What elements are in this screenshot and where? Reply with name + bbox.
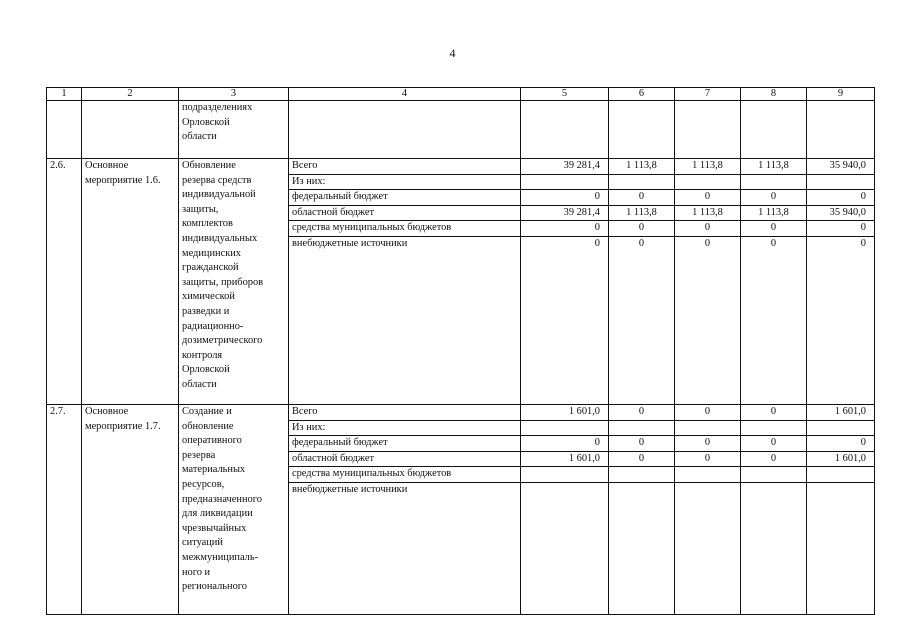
event-description [179,159,289,405]
description-line: ного и [182,566,211,578]
continuation-description [179,101,289,159]
event-line: мероприятие 1.6. [85,174,161,186]
description-line: химической [182,291,235,303]
amount-cell: 0 [609,404,675,420]
description-line: резерва средств [182,174,252,186]
column-header-5: 5 [521,88,609,101]
amount-cell [741,467,807,483]
description-line: подразделениях [182,102,253,113]
amount-cell [675,482,741,614]
amount-cell: 1 113,8 [675,159,741,175]
event-line: Основное [85,160,129,171]
event-line: мероприятие 1.7. [85,420,161,432]
amount-cell: 39 281,4 [521,159,609,175]
funding-source: федеральный бюджет [289,190,521,206]
description-line: ситуаций [182,537,223,549]
empty-cell [675,101,741,159]
amount-cell: 39 281,4 [521,205,609,221]
amount-cell: 0 [741,236,807,404]
event-line: Основное [85,405,129,417]
description-line: Обновление [182,160,236,171]
empty-cell [82,101,179,159]
row-number: 2.6. [47,159,82,405]
description-line: ресурсов, [182,478,225,490]
column-header-1: 1 [47,88,82,101]
amount-cell [807,482,875,614]
description-line: резерва [182,449,216,461]
description-line: области [182,378,217,390]
column-header-6: 6 [609,88,675,101]
amount-cell: 0 [807,190,875,206]
amount-cell [807,420,875,436]
funding-source: внебюджетные источники [289,236,521,404]
row-number: 2.7. [47,404,82,614]
description-line: комплектов [182,218,233,230]
description-line: области [182,131,217,143]
empty-cell [289,101,521,159]
amount-cell [609,482,675,614]
amount-cell: 1 601,0 [521,451,609,467]
amount-cell: 1 113,8 [675,205,741,221]
amount-cell: 0 [741,221,807,237]
amount-cell: 0 [521,221,609,237]
description-line: гражданской [182,262,239,274]
amount-cell: 0 [675,236,741,404]
funding-source: федеральный бюджет [289,436,521,452]
description-line: разведки и [182,305,230,317]
event-description [179,404,289,614]
amount-cell [521,467,609,483]
page-number: 4 [449,46,456,60]
funding-source: областной бюджет [289,451,521,467]
amount-cell: 0 [675,436,741,452]
amount-cell: 0 [609,190,675,206]
description-line: радиационно- [182,320,244,332]
amount-cell: 0 [521,436,609,452]
description-line: регионального [182,581,247,593]
amount-cell: 0 [741,404,807,420]
amount-cell: 0 [609,236,675,404]
funding-source: средства муниципальных бюджетов [289,467,521,483]
amount-cell [807,467,875,483]
funding-source: Всего [289,404,521,420]
description-line: оперативного [182,435,242,447]
funding-source: Из них: [289,174,521,190]
description-line: предназначенного [182,493,262,505]
empty-cell [521,101,609,159]
amount-cell: 1 113,8 [741,159,807,175]
amount-cell: 0 [675,451,741,467]
description-line: чрезвычайных [182,522,247,534]
amount-cell [675,467,741,483]
amount-cell: 0 [521,190,609,206]
amount-cell: 0 [521,236,609,404]
empty-cell [609,101,675,159]
amount-cell [521,174,609,190]
amount-cell: 1 601,0 [521,404,609,420]
amount-cell: 1 601,0 [807,404,875,420]
column-header-9: 9 [807,88,875,101]
amount-cell: 0 [609,436,675,452]
amount-cell [741,174,807,190]
description-line: индивидуальной [182,189,256,201]
amount-cell: 1 113,8 [609,159,675,175]
description-line: дозиметрического [182,335,263,347]
description-line: защиты, приборов [182,276,264,288]
column-header-3: 3 [179,88,289,101]
amount-cell: 0 [675,190,741,206]
source-row [47,159,875,175]
description-line: контроля [182,349,223,361]
amount-cell: 0 [675,404,741,420]
description-line: индивидуальных [182,232,258,244]
header-row [47,88,875,101]
description-line: межмуниципаль- [182,551,259,563]
amount-cell: 0 [609,451,675,467]
amount-cell [521,420,609,436]
empty-cell [741,101,807,159]
amount-cell: 0 [741,451,807,467]
empty-cell [47,101,82,159]
amount-cell: 1 113,8 [609,205,675,221]
empty-cell [807,101,875,159]
description-line: материальных [182,464,246,476]
amount-cell: 1 601,0 [807,451,875,467]
amount-cell: 0 [807,436,875,452]
column-header-7: 7 [675,88,741,101]
description-line: медицинских [182,247,241,259]
budget-table [46,87,875,615]
amount-cell [741,482,807,614]
amount-cell [675,420,741,436]
funding-source: внебюджетные источники [289,482,521,614]
amount-cell [675,174,741,190]
funding-source: Всего [289,159,521,175]
continuation-row [47,101,875,159]
column-header-4: 4 [289,88,521,101]
event-name [82,159,179,405]
column-header-8: 8 [741,88,807,101]
amount-cell [609,467,675,483]
amount-cell [521,482,609,614]
amount-cell: 35 940,0 [807,205,875,221]
funding-source: средства муниципальных бюджетов [289,221,521,237]
amount-cell [609,174,675,190]
description-line: Создание и [182,405,232,417]
description-line: Орловской [182,364,230,376]
description-line: защиты, [182,203,219,215]
amount-cell [609,420,675,436]
description-line: обновление [182,420,234,432]
column-header-2: 2 [82,88,179,101]
description-line: Орловской [182,116,230,128]
event-name [82,404,179,614]
amount-cell: 35 940,0 [807,159,875,175]
amount-cell: 0 [741,190,807,206]
amount-cell: 0 [807,236,875,404]
description-line: для ликвидации [182,508,253,520]
amount-cell: 1 113,8 [741,205,807,221]
source-row [47,404,875,420]
amount-cell: 0 [807,221,875,237]
amount-cell [741,420,807,436]
funding-source: областной бюджет [289,205,521,221]
amount-cell: 0 [675,221,741,237]
amount-cell: 0 [741,436,807,452]
amount-cell [807,174,875,190]
amount-cell: 0 [609,221,675,237]
funding-source: Из них: [289,420,521,436]
